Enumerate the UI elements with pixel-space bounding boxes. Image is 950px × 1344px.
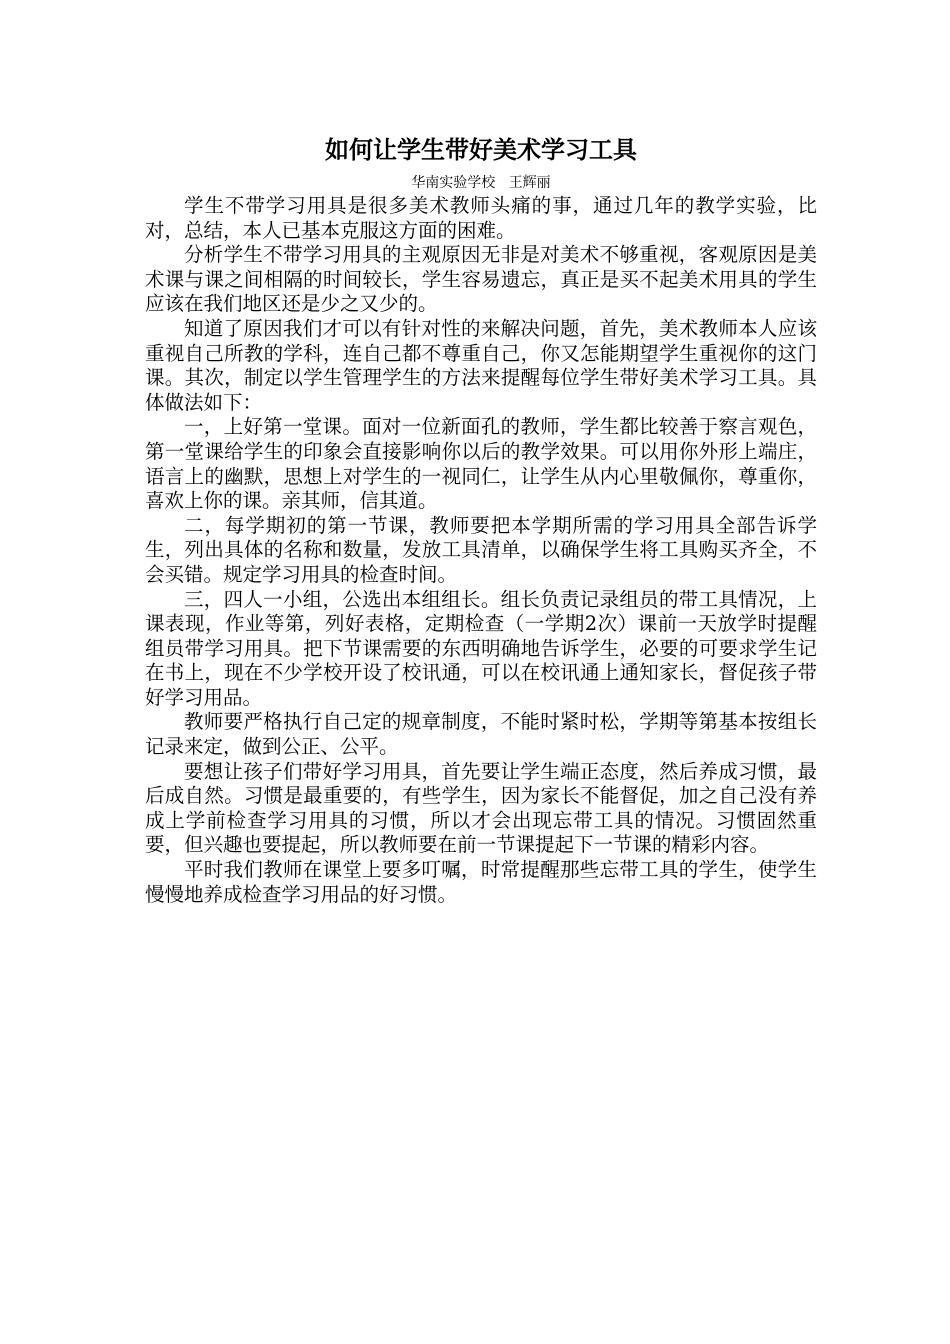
paragraph: 一，上好第一堂课。面对一位新面孔的教师，学生都比较善于察言观色，第一堂课给学生的印象会直接影响你以后的教学效果。可以用你外形上端庄，语言上的幽默，思想上对学生的一视同仁，让学生从内心里敬佩你，尊重你，喜欢上你的课。亲其师，信其道。 [145,415,817,513]
document-title: 如何让学生带好美术学习工具 [325,135,637,164]
paragraph: 三，四人一小组，公选出本组组长。组长负责记录组员的带工具情况，上课表现，作业等第，列好表格，定期检查（一学期2次）课前一天放学时提醒组员带学习用具。把下节课需要的东西明确地告诉学生，必要的可要求学生记在书上，现在不少学校开设了校讯通，可以在校讯通上通知家长，督促孩子带好学习用品。 [145,587,817,709]
author-byline: 华南实验学校 王辉丽 [411,175,551,191]
paragraph: 二，每学期初的第一节课，教师要把本学期所需的学习用具全部告诉学生，列出具体的名称和数量，发放工具清单，以确保学生将工具购买齐全，不会买错。规定学习用具的检查时间。 [145,513,817,586]
paragraph: 教师要严格执行自己定的规章制度，不能时紧时松，学期等第基本按组长记录来定，做到公正、公平。 [145,710,817,759]
paragraph: 要想让孩子们带好学习用具，首先要让学生端正态度，然后养成习惯，最后成自然。习惯是最重要的，有些学生，因为家长不能督促，加之自己没有养成上学前检查学习用具的习惯，所以才会出现忘带工具的情况。习惯固然重要，但兴趣也要提起，所以教师要在前一节课提起下一节课的精彩内容。 [145,759,817,857]
document-body [145,132,817,907]
paragraph: 平时我们教师在课堂上要多叮嘱，时常提醒那些忘带工具的学生，使学生慢慢地养成检查学习用品的好习惯。 [145,858,817,906]
paragraph: 分析学生不带学习用具的主观原因无非是对美术不够重视，客观原因是美术课与课之间相隔的时间较长，学生容易遗忘，真正是买不起美术用具的学生应该在我们地区还是少之又少的。 [145,243,817,316]
paragraph: 学生不带学习用具是很多美术教师头痛的事，通过几年的教学实验，比对，总结，本人已基本克服这方面的困难。 [145,194,817,242]
paragraph: 知道了原因我们才可以有针对性的来解决问题，首先，美术教师本人应该重视自己所教的学科，连自己都不尊重自己，你又怎能期望学生重视你的这门课。其次，制定以学生管理学生的方法来提醒每位学生带好美术学习工具。具体做法如下： [145,316,817,414]
